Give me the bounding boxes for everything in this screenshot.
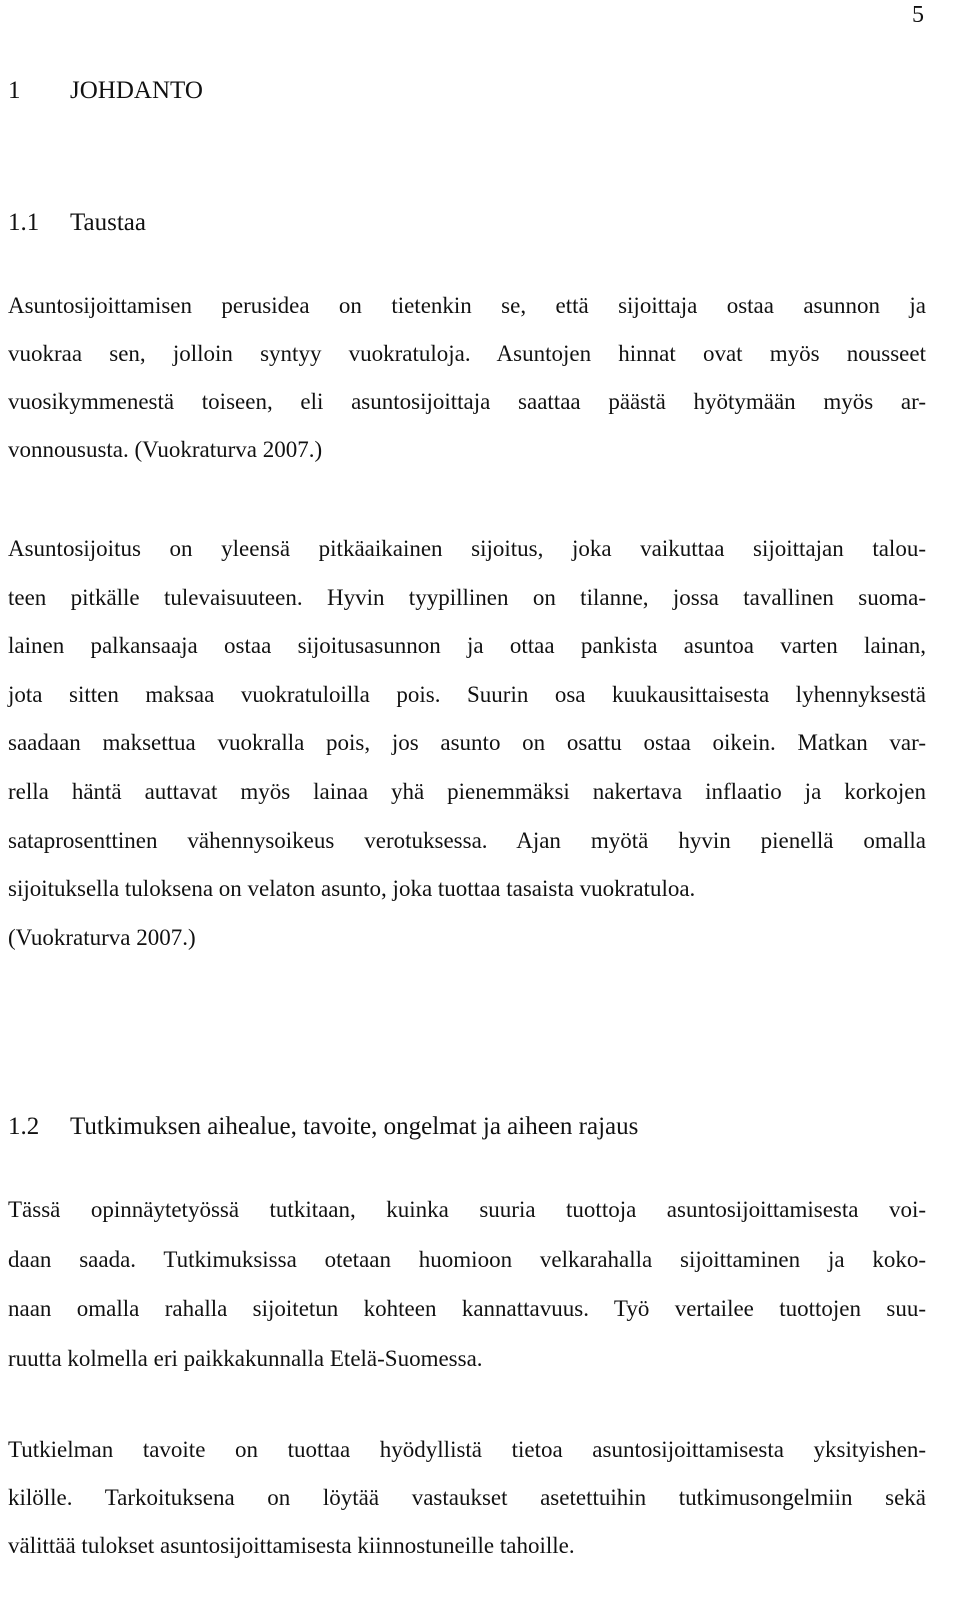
text-line: Tutkielman tavoite on tuottaa hyödyllistä tietoa asuntosijoittamisesta yksityishen- — [8, 1437, 926, 1462]
section-number: 1 — [8, 77, 21, 104]
text-line: Asuntosijoitus on yleensä pitkäaikainen sijoitus, joka vaikuttaa sijoittajan talou- — [8, 536, 926, 561]
text-line: kilölle. Tarkoituksena on löytää vastaukset asetettuihin tutkimusongelmiin sekä — [8, 1485, 926, 1510]
text-line: vonnoususta. (Vuokraturva 2007.) — [8, 437, 323, 462]
text-line: lainen palkansaaja ostaa sijoitusasunnon ja ottaa pankista asuntoa varten lainan, — [8, 633, 926, 659]
paragraph-4 — [8, 1426, 926, 1570]
text-line: Asuntosijoittamisen perusidea on tietenkin se, että sijoittaja ostaa asunnon ja — [8, 293, 926, 318]
text-line: jota sitten maksaa vuokratuloilla pois. Suurin osa kuukausittaisesta lyhennyksestä — [8, 681, 926, 707]
text-line: (Vuokraturva 2007.) — [8, 924, 196, 950]
text-line: rella häntä auttavat myös lainaa yhä pienemmäksi nakertava inflaatio ja korkojen — [8, 778, 926, 804]
section-title: Taustaa — [70, 209, 146, 236]
text-line: naan omalla rahalla sijoitetun kohteen kannattavuus. Työ vertailee tuottojen suu- — [8, 1296, 926, 1322]
paragraph-3 — [8, 1185, 926, 1383]
section-heading-johdanto — [8, 76, 203, 106]
paragraph-2 — [8, 525, 926, 962]
text-line: Tässä opinnäytetyössä tutkitaan, kuinka suuria tuottoja asuntosijoittamisesta voi- — [8, 1197, 926, 1222]
paragraph-1 — [8, 282, 926, 474]
section-heading-tutkimuksen-aihealue — [8, 1112, 638, 1142]
text-line: sijoituksella tuloksena on velaton asunto, joka tuottaa tasaista vuokratuloa. — [8, 876, 696, 902]
text-line: välittää tulokset asuntosijoittamisesta kiinnostuneille tahoille. — [8, 1533, 575, 1558]
text-line: daan saada. Tutkimuksissa otetaan huomioon velkarahalla sijoittaminen ja koko- — [8, 1246, 926, 1272]
section-title: Tutkimuksen aihealue, tavoite, ongelmat ja aiheen rajaus — [70, 1113, 639, 1140]
section-title: JOHDANTO — [70, 77, 203, 104]
section-number: 1.2 — [8, 1113, 40, 1140]
text-line: saadaan maksettua vuokralla pois, jos asunto on osattu ostaa oikein. Matkan var- — [8, 730, 926, 756]
text-line: vuosikymmenestä toiseen, eli asuntosijoittaja saattaa päästä hyötymään myös ar- — [8, 389, 926, 414]
text-line: vuokraa sen, jolloin syntyy vuokratuloja. Asuntojen hinnat ovat myös nousseet — [8, 341, 926, 366]
text-line: sataprosenttinen vähennysoikeus verotuksessa. Ajan myötä hyvin pienellä omalla — [8, 827, 926, 853]
text-line: ruutta kolmella eri paikkakunnalla Etelä-Suomessa. — [8, 1345, 483, 1371]
section-number: 1.1 — [8, 209, 40, 236]
page-number: 5 — [912, 2, 924, 28]
text-line: teen pitkälle tulevaisuuteen. Hyvin tyypillinen on tilanne, jossa tavallinen suoma- — [8, 584, 926, 610]
section-heading-taustaa — [8, 208, 146, 238]
